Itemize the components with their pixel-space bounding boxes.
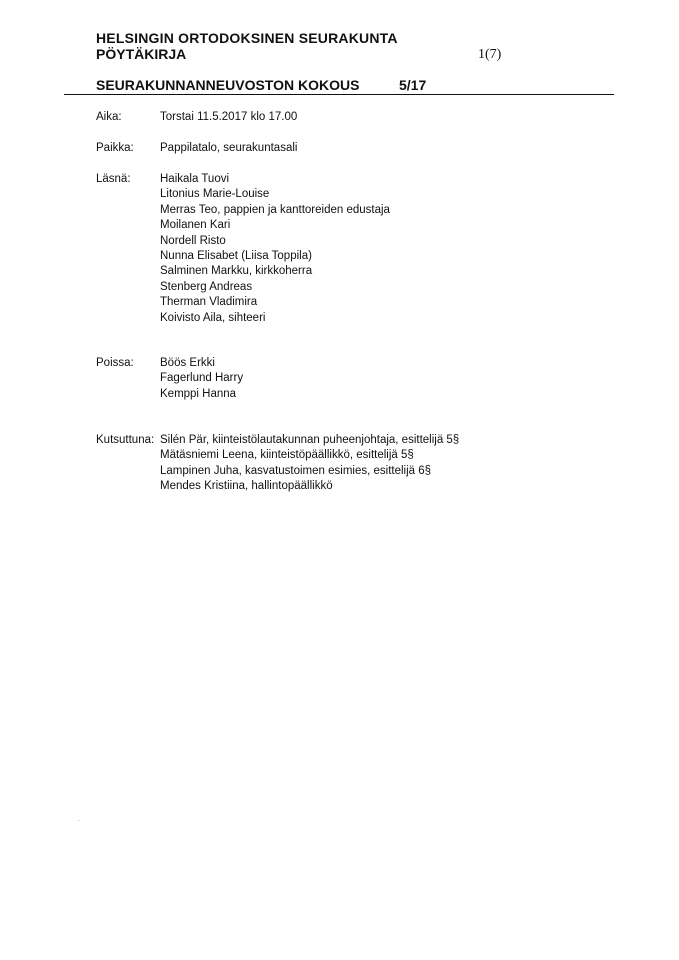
invited-person: Silén Pär, kiinteistölautakunnan puheenjohtaja, esittelijä 5§: [160, 434, 460, 446]
scan-speck: [78, 820, 79, 821]
present-person: Nunna Elisabet (Liisa Toppila): [160, 250, 312, 263]
document-type: PÖYTÄKIRJA: [96, 46, 187, 62]
time-value: Torstai 11.5.2017 klo 17.00: [160, 111, 298, 123]
invited-person: Lampinen Juha, kasvatustoimen esimies, esittelijä 6§: [160, 464, 432, 477]
page-number: 1(7): [478, 47, 502, 62]
invited-label: Kutsuttuna:: [96, 434, 155, 446]
present-person: Nordell Risto: [160, 234, 226, 247]
organization-name: HELSINGIN ORTODOKSINEN SEURAKUNTA: [96, 30, 398, 46]
invited-person: Mendes Kristiina, hallintopäällikkö: [160, 480, 333, 493]
present-person: Koivisto Aila, sihteeri: [160, 311, 266, 324]
present-label: Läsnä:: [96, 173, 131, 185]
present-person: Therman Vladimira: [160, 296, 258, 309]
header-divider: [64, 94, 614, 95]
present-list: [160, 172, 390, 326]
meeting-number: 5/17: [399, 77, 427, 93]
time-label: Aika:: [96, 111, 122, 123]
present-person: Haikala Tuovi: [160, 173, 230, 185]
place-value: Pappilatalo, seurakuntasali: [160, 142, 298, 154]
absent-person: Böös Erkki: [160, 357, 215, 369]
present-person: Merras Teo, pappien ja kanttoreiden edustaja: [160, 203, 390, 216]
present-person: Moilanen Kari: [160, 219, 231, 232]
present-person: Salminen Markku, kirkkoherra: [160, 265, 313, 278]
present-person: Litonius Marie-Louise: [160, 188, 270, 201]
invited-person: Mätäsniemi Leena, kiinteistöpäällikkö, esittelijä 5§: [160, 449, 414, 462]
present-person: Stenberg Andreas: [160, 280, 253, 293]
absent-list: [160, 356, 243, 402]
place-label: Paikka:: [96, 142, 134, 154]
meeting-title: SEURAKUNNANNEUVOSTON KOKOUS: [96, 77, 360, 93]
absent-person: Kemppi Hanna: [160, 387, 237, 400]
invited-list: [160, 433, 459, 495]
absent-label: Poissa:: [96, 357, 134, 369]
absent-person: Fagerlund Harry: [160, 372, 244, 385]
